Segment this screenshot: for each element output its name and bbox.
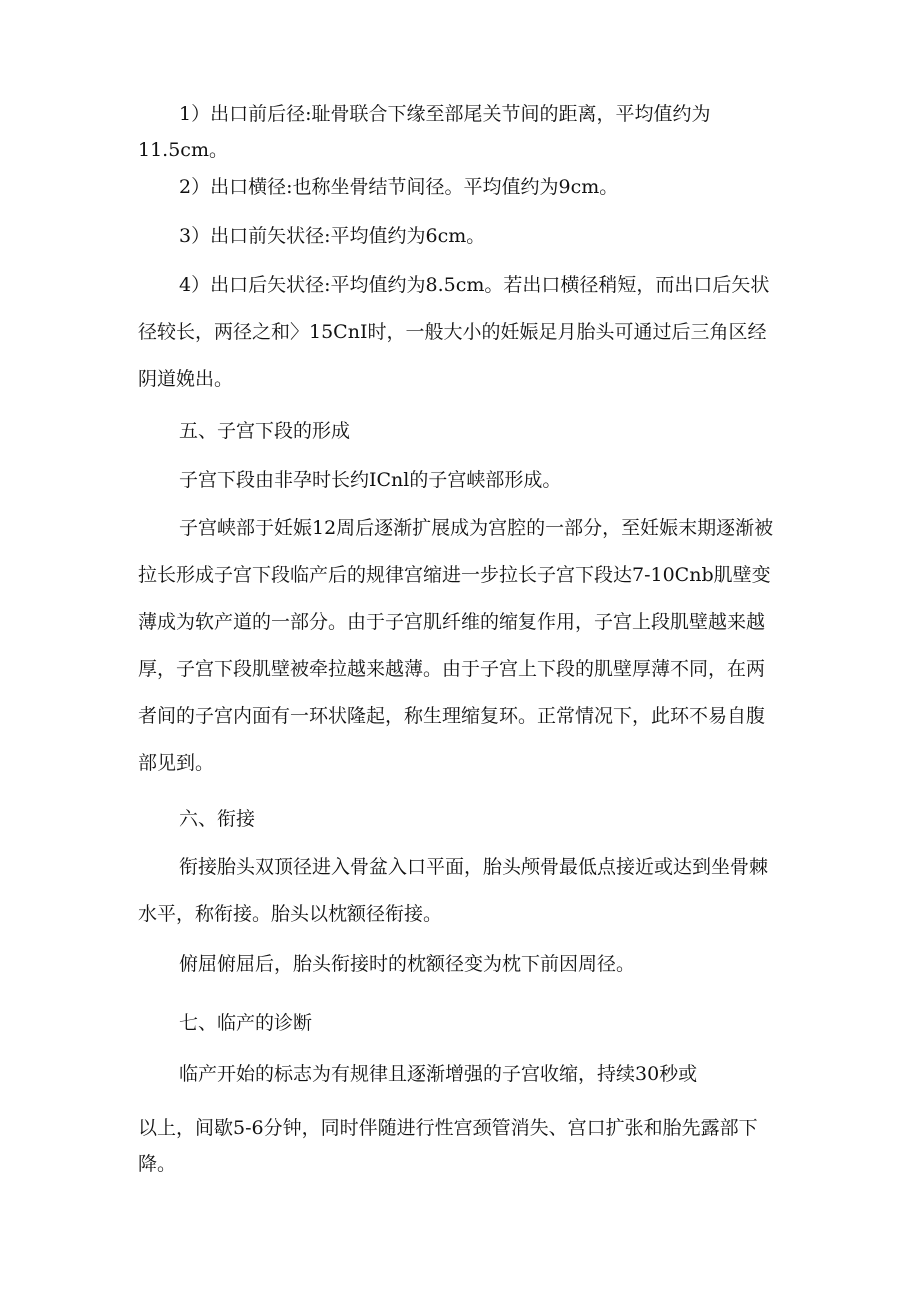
paragraph-engagement: 衔接胎头双顶径进入骨盆入口平面，胎头颅骨最低点接近或达到坐骨棘水平，称衔接。胎头以枕额径衔接。 (138, 856, 769, 925)
paragraph-labor-diagnosis-line1: 临产开始的标志为有规律且逐渐增强的子宫收缩，持续30秒或 (179, 1063, 698, 1085)
paragraph-outlet-posterior-sagittal-diameter: 4）出口后矢状径:平均值约为8.5cm。若出口横径稍短，而出口后矢状径较长，两径之和〉15CnI时，一般大小的妊娠足月胎头可通过后三角区经阴道娩出。 (138, 274, 770, 390)
section-heading-labor-diagnosis: 七、临产的诊断 (179, 1012, 313, 1034)
paragraph-outlet-anterior-sagittal-diameter: 3）出口前矢状径:平均值约为6cm。 (179, 225, 486, 247)
section-heading-lower-uterine-segment: 五、子宫下段的形成 (179, 420, 351, 442)
paragraph-flexion: 俯屈俯屈后，胎头衔接时的枕额径变为枕下前因周径。 (179, 953, 636, 975)
paragraph-outlet-anteroposterior-diameter: 1）出口前后径:耻骨联合下缘至部尾关节间的距离，平均值约为11.5cm。 (138, 103, 711, 161)
paragraph-lower-segment-origin: 子宫下段由非孕时长约ICnl的子宫峡部形成。 (179, 469, 562, 491)
section-heading-engagement: 六、衔接 (179, 808, 256, 830)
paragraph-labor-diagnosis-line2: 以上，间歇5-6分钟，同时伴随进行性宫颈管消失、宫口扩张和胎先露部下降。 (138, 1117, 758, 1175)
paragraph-outlet-transverse-diameter: 2）出口横径:也称坐骨结节间径。平均值约为9cm。 (179, 176, 619, 198)
paragraph-lower-segment-formation: 子宫峡部于妊娠12周后逐渐扩展成为宫腔的一部分，至妊娠末期逐渐被拉长形成子宫下段临产后的规律宫缩进一步拉长子宫下段达7-10Cnb肌壁变薄成为软产道的一部分。由于子宫肌纤维的缩复作用，子宫上段肌壁越来越厚，子宫下段肌壁被牵拉越来越薄。由于子宫上下段的肌壁厚薄不同，在两者间的子宫内面有一环状隆起，称生理缩复环。正常情况下，此环不易自腹部见到。 (138, 517, 774, 774)
